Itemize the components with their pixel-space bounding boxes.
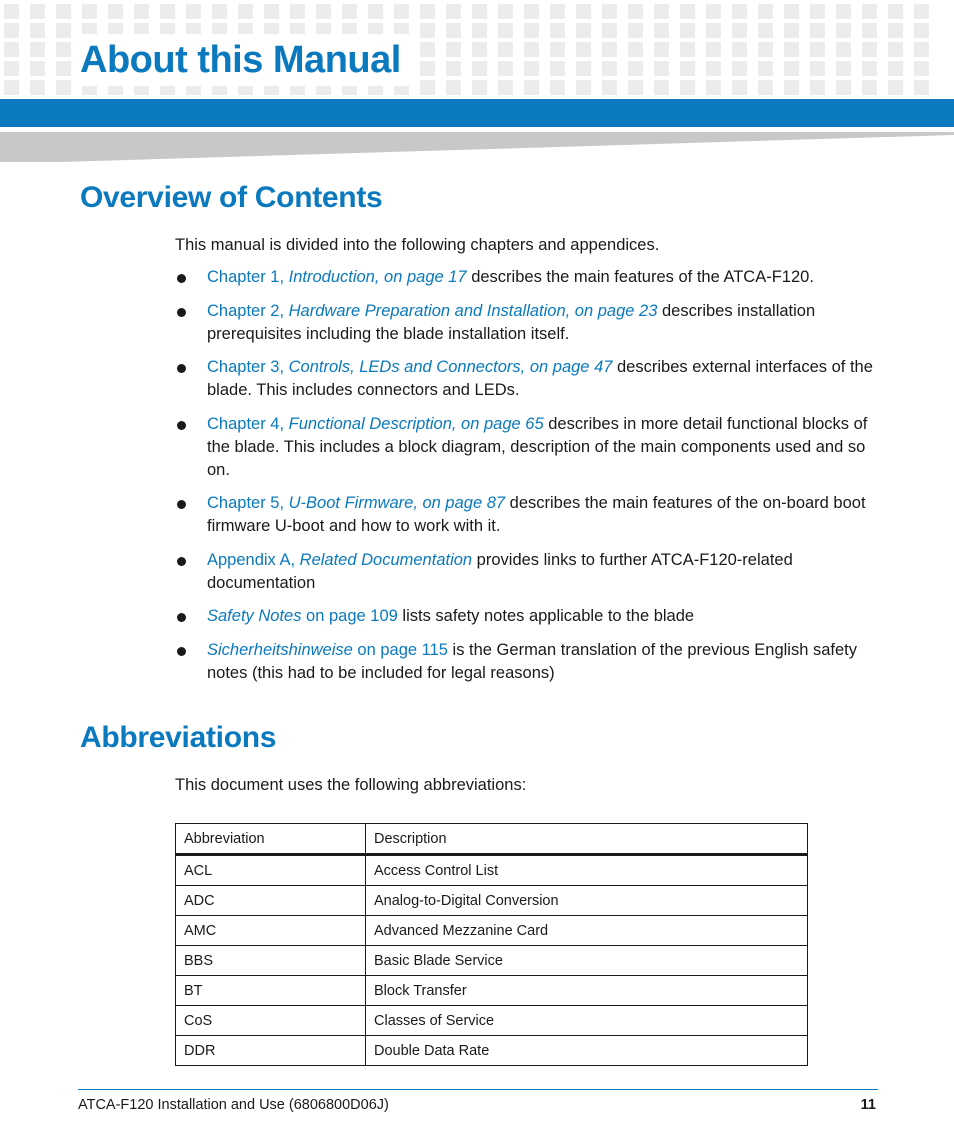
abbreviation-cell: CoS [176,1006,366,1036]
pattern-square [524,61,539,76]
item-text: describes in more detail functional blocks of the blade. This includes a block diagram, description of the main components used and so on. [207,414,868,479]
pattern-square [706,61,721,76]
pattern-square [784,61,799,76]
pattern-square [524,80,539,95]
pattern-square [394,4,409,19]
pattern-square [758,61,773,76]
pattern-square [498,23,513,38]
pattern-square [498,80,513,95]
pattern-square [732,23,747,38]
pattern-square [4,61,19,76]
abbreviation-cell: ACL [176,855,366,886]
pattern-square [524,23,539,38]
pattern-square [628,4,643,19]
pattern-square [914,80,929,95]
pattern-square [706,4,721,19]
pattern-square [134,4,149,19]
pattern-square [4,42,19,57]
pattern-square [680,80,695,95]
abbreviation-cell: ADC [176,886,366,916]
overview-intro: This manual is divided into the following chapters and appendices. [175,236,660,254]
chapter-link[interactable]: U-Boot Firmware, on page 87 [288,494,506,512]
pattern-square [524,4,539,19]
pattern-square [680,42,695,57]
chapter-ref[interactable]: Chapter 5, [207,494,289,512]
pattern-square [472,61,487,76]
list-item [175,300,875,346]
description-cell: Analog-to-Digital Conversion [366,886,808,916]
pattern-square [576,23,591,38]
pattern-square [836,61,851,76]
pattern-square [30,23,45,38]
bullet-icon [177,647,186,656]
pattern-square [784,42,799,57]
pattern-square [602,23,617,38]
pattern-square [888,61,903,76]
header-blue-bar [0,99,954,127]
pattern-square [420,80,435,95]
pattern-square [108,4,123,19]
pattern-square [550,23,565,38]
pattern-square [56,42,71,57]
pattern-square [446,80,461,95]
pattern-square [862,42,877,57]
chapter-ref[interactable]: Chapter 1, [207,268,289,286]
pattern-square [654,61,669,76]
pattern-square [758,42,773,57]
pattern-square [810,23,825,38]
pattern-square [862,61,877,76]
pattern-square [56,23,71,38]
pattern-square [758,23,773,38]
pattern-square [628,23,643,38]
pattern-square [550,61,565,76]
appendix-ref[interactable]: Appendix A, [207,550,300,569]
description-cell: Double Data Rate [366,1036,808,1066]
pattern-square [914,23,929,38]
pattern-square [420,23,435,38]
pattern-square [732,42,747,57]
item-text: describes the main features of the on-board boot firmware U-boot and how to work with it. [207,494,866,535]
pattern-square [784,80,799,95]
pattern-square [56,4,71,19]
chapter-link[interactable]: Functional Description, on page 65 [288,414,544,433]
pattern-square [914,61,929,76]
pattern-square [30,61,45,76]
abbreviations-intro: This document uses the following abbreviations: [175,776,527,794]
pattern-square [888,80,903,95]
pattern-square [732,80,747,95]
list-item [175,492,875,538]
pattern-square [706,80,721,95]
pattern-square [264,4,279,19]
pattern-square [56,80,71,95]
pattern-square [784,23,799,38]
pattern-square [862,4,877,19]
pattern-square [628,42,643,57]
pattern-square [810,80,825,95]
pattern-square [836,42,851,57]
pattern-square [420,42,435,57]
bullet-icon [177,500,186,509]
pattern-square [368,4,383,19]
pattern-square [654,42,669,57]
pattern-square [30,42,45,57]
pattern-square [420,61,435,76]
pattern-square [446,61,461,76]
table-row [176,946,808,976]
pattern-square [4,80,19,95]
item-text: describes installation prerequisites including the blade installation itself. [207,301,816,343]
pattern-square [524,42,539,57]
pattern-square [576,80,591,95]
pattern-square [30,4,45,19]
abbreviation-cell: BBS [176,946,366,976]
chapter-link[interactable]: Introduction, on page 17 [288,268,467,286]
abbreviations-table [175,823,808,1066]
item-text: lists safety notes applicable to the blade [397,607,695,625]
pattern-square [498,42,513,57]
pattern-square [498,61,513,76]
pattern-square [56,61,71,76]
pattern-square [732,61,747,76]
item-text: describes the main features of the ATCA-F120. [466,268,814,286]
item-text: describes external interfaces of the blade. This includes connectors and LEDs. [207,358,873,399]
pattern-square [810,4,825,19]
pattern-square [862,23,877,38]
bullet-icon [177,364,186,373]
pattern-square [654,23,669,38]
overview-heading: Overview of Contents [80,181,383,214]
pattern-square [914,42,929,57]
abbreviation-cell: BT [176,976,366,1006]
table-row [176,1036,808,1066]
pattern-square [186,4,201,19]
pattern-square [576,61,591,76]
pattern-square [576,4,591,19]
table-row [176,916,808,946]
table-row [176,886,808,916]
table-row [176,855,808,886]
abbreviation-cell: AMC [176,916,366,946]
footer-document-title: ATCA-F120 Installation and Use (6806800D06J) [78,1097,389,1113]
chapter-ref[interactable]: Chapter 3, [207,358,289,376]
footer-divider [78,1089,878,1090]
pattern-square [472,80,487,95]
pattern-square [888,42,903,57]
list-item [175,356,875,402]
pattern-square [602,61,617,76]
bullet-icon [177,613,186,622]
pattern-square [732,4,747,19]
chapter-ref[interactable]: Chapter 4, [207,414,289,433]
pattern-square [628,80,643,95]
pattern-square [888,4,903,19]
list-item [175,639,875,685]
description-cell: Advanced Mezzanine Card [366,916,808,946]
appendix-link[interactable]: Related Documentation [299,550,473,569]
pattern-square [446,4,461,19]
bullet-icon [177,557,186,566]
abbreviation-cell: DDR [176,1036,366,1066]
pattern-square [446,23,461,38]
pattern-square [810,42,825,57]
pattern-square [758,4,773,19]
pattern-square [4,4,19,19]
pattern-square [238,4,253,19]
pattern-square [472,4,487,19]
item-text: is the German translation of the previous English safety notes (this had to be included for legal reasons) [207,640,857,682]
pattern-square [4,23,19,38]
chapter-link[interactable]: Controls, LEDs and Connectors, on page 47 [288,358,613,376]
list-item [175,413,875,482]
description-cell: Classes of Service [366,1006,808,1036]
pattern-square [602,80,617,95]
pattern-square [654,4,669,19]
list-item [175,605,875,628]
pattern-square [550,80,565,95]
page-title: About this Manual [80,34,409,86]
pattern-square [758,80,773,95]
description-cell: Basic Blade Service [366,946,808,976]
header-gray-wedge [0,130,954,164]
pattern-square [654,80,669,95]
chapter-ref[interactable]: Chapter 2, [207,301,289,320]
abbreviations-heading: Abbreviations [80,721,277,754]
pattern-square [888,23,903,38]
pattern-square [498,4,513,19]
pattern-square [810,61,825,76]
column-header: Abbreviation [176,824,366,855]
pattern-square [472,23,487,38]
page-ref[interactable]: on page 115 [352,640,448,659]
pattern-square [680,4,695,19]
pattern-square [290,4,305,19]
pattern-square [82,4,97,19]
pattern-square [30,80,45,95]
bullet-icon [177,308,186,317]
pattern-square [550,42,565,57]
page-ref[interactable]: on page 109 [301,607,398,625]
pattern-square [212,4,227,19]
pattern-square [680,23,695,38]
pattern-square [316,4,331,19]
description-cell: Block Transfer [366,976,808,1006]
table-row [176,1006,808,1036]
table-row [176,976,808,1006]
pattern-square [160,4,175,19]
table-header-row [176,824,808,855]
pattern-square [680,61,695,76]
pattern-square [550,4,565,19]
pattern-square [914,4,929,19]
pattern-square [576,42,591,57]
pattern-square [836,23,851,38]
pattern-square [836,80,851,95]
pattern-square [602,4,617,19]
pattern-square [706,23,721,38]
pattern-square [836,4,851,19]
pattern-square [862,80,877,95]
item-text: provides links to further ATCA-F120-related documentation [207,550,793,592]
sicherheitshinweise-link[interactable]: Sicherheitshinweise [207,640,353,659]
chapter-list [175,266,875,695]
chapter-link[interactable]: Hardware Preparation and Installation, on page 23 [288,301,658,320]
pattern-square [472,42,487,57]
bullet-icon [177,274,186,283]
bullet-icon [177,421,186,430]
pattern-square [602,42,617,57]
safety-notes-link[interactable]: Safety Notes [207,607,302,625]
pattern-square [784,4,799,19]
pattern-square [706,42,721,57]
pattern-square [628,61,643,76]
pattern-square [420,4,435,19]
pattern-square [342,4,357,19]
column-header: Description [366,824,808,855]
pattern-square [446,42,461,57]
page-number: 11 [860,1097,876,1113]
description-cell: Access Control List [366,855,808,886]
list-item [175,266,875,289]
list-item [175,549,875,595]
